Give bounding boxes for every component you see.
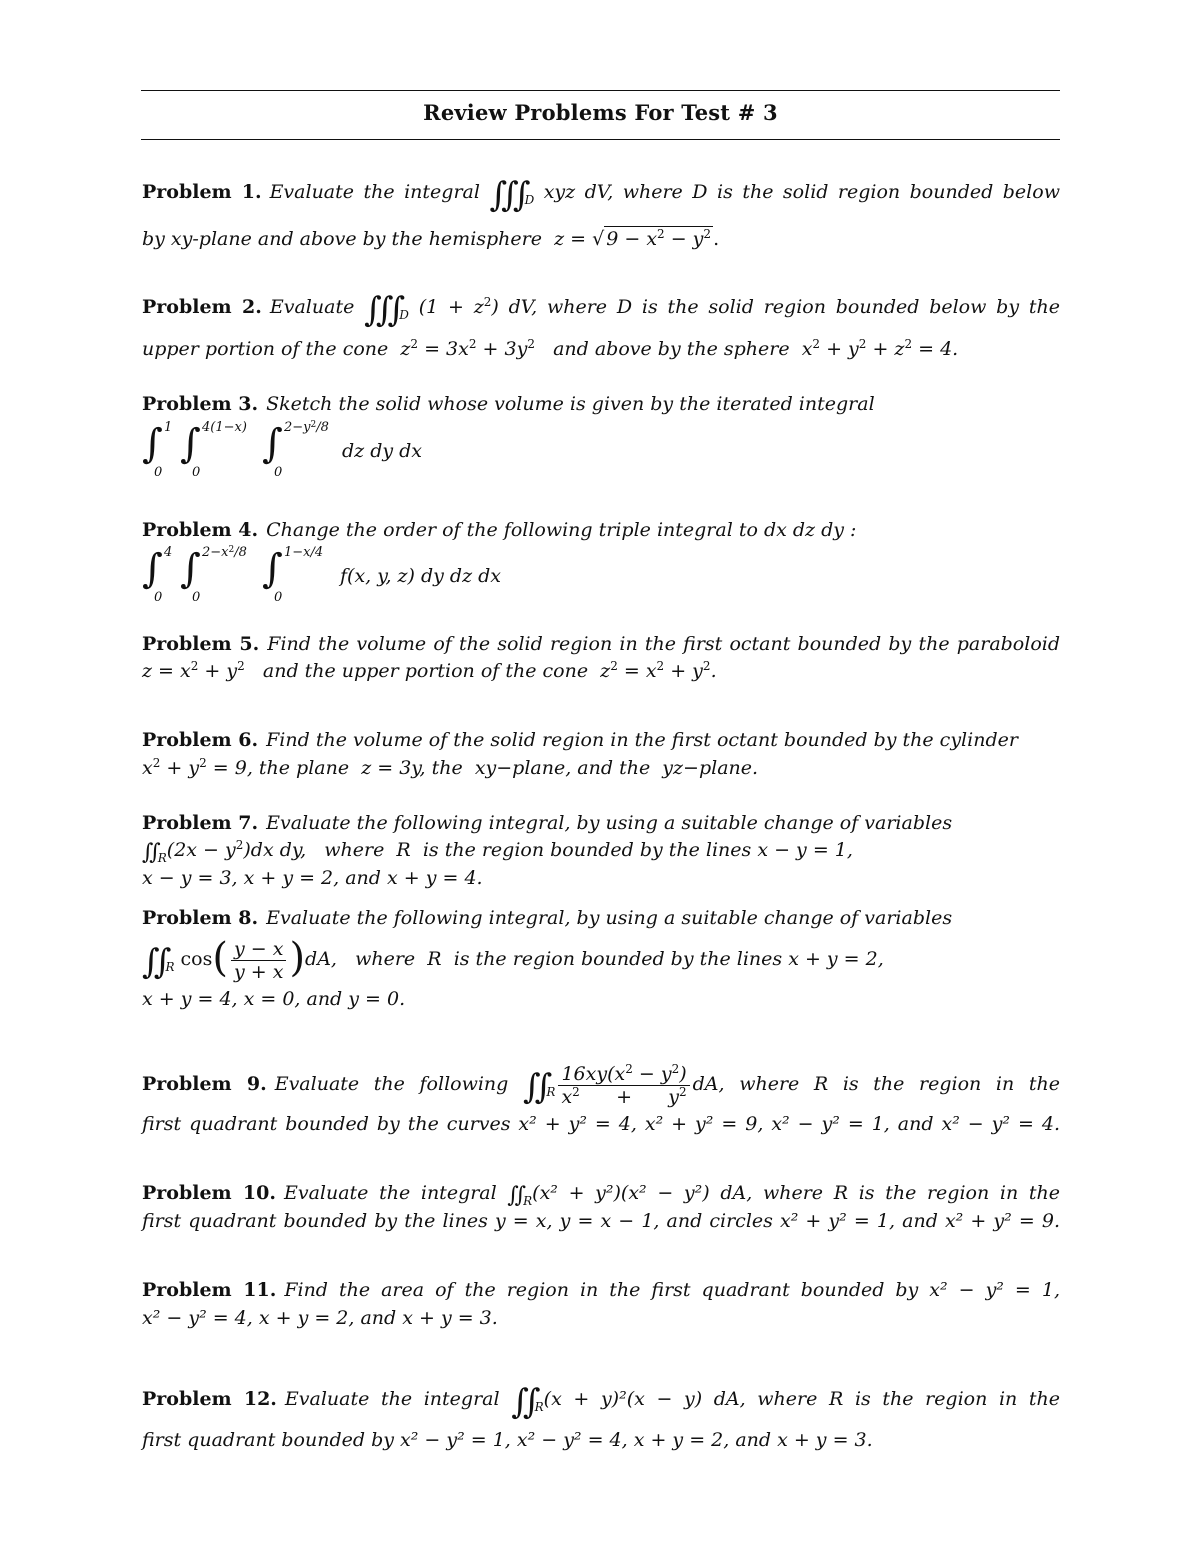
problem-7-line-1: Problem 7. Evaluate the following integral, by using a suitable change of variables xyxy=(142,812,953,834)
problem-6-line-2: $x^2 + y^2 = 9$, the plane z = 3y, the xy−plane, and the yz−plane. xyxy=(142,756,759,779)
problem-9-line-2: first quadrant bounded by the curves x² + y² = 4, x² + y² = 9, x² − y² = 1, and x² − y² = 4. xyxy=(142,1113,1060,1135)
double-integral-symbol: ∫∫ xyxy=(522,1067,547,1107)
problem-1-line-2: by xy-plane and above by the hemisphere z = √ $9 - x^2 - y^2$ . xyxy=(142,227,720,250)
sqrt-symbol: √ xyxy=(592,228,605,250)
problem-8-line-2: $\int\int_R$ cos( $\frac{y - x}{y + x}$ )dA, where R is the region bounded by the lines x + y = 2, xyxy=(142,935,884,983)
title-bottom-rule xyxy=(141,139,1060,140)
integral-symbol: ∫ xyxy=(262,546,283,592)
double-integral-symbol: ∬ xyxy=(142,840,158,865)
fraction: $\frac{y - x}{y + x}$ xyxy=(231,938,286,983)
double-integral-symbol: ∫∫ xyxy=(511,1382,535,1422)
integral-symbol: ∫ xyxy=(262,421,283,467)
top-rule xyxy=(141,90,1060,91)
triple-integral-symbol: ∫∫∫ xyxy=(364,290,400,330)
problem-7-line-2: $∬_R(2x - y^2)dx$ dy, where R is the region bounded by the lines x − y = 1, xyxy=(142,838,853,865)
problem-12-line-1: Problem 12. Evaluate the integral $\int\int_R(x + y)^2(x - y)$ dA, where R is the region in the xyxy=(142,1382,1061,1422)
problem-10-line-1: Problem 10. Evaluate the integral $∬_R(x^2 + y^2)(x^2 - y^2)$ dA, where R is the region in the xyxy=(142,1182,1060,1208)
problem-11-line-2: x² − y² = 4, x + y = 2, and x + y = 3. xyxy=(142,1307,498,1329)
integral-symbol: ∫ xyxy=(180,546,201,592)
problem-8-line-3: x + y = 4, x = 0, and y = 0. xyxy=(142,988,406,1010)
problem-3-line-1: Problem 3. Sketch the solid whose volume is given by the iterated integral xyxy=(142,393,875,415)
integral-symbol: ∫ xyxy=(142,421,163,467)
problem-11-line-1: Problem 11. Find the area of the region in the first quadrant bounded by x² − y² = 1, xyxy=(142,1279,1060,1301)
problem-7-line-3: x − y = 3, x + y = 2, and x + y = 4. xyxy=(142,867,483,889)
double-integral-symbol: ∬ xyxy=(507,1183,524,1208)
problem-5-line-2: $z = x^2 + y^2$ and the upper portion of the cone $z^2 = x^2 + y^2$. xyxy=(142,659,717,682)
problem-3-iterated-integral: ∫ 1 0 ∫ 4(1−x) 0 ∫ $2-y^2/8$ 0 dz dy dx xyxy=(142,420,423,480)
double-integral-symbol: ∫∫ xyxy=(142,942,166,982)
problem-2-line-2: upper portion of the cone $z^2 = 3x^2 + 3y^2$ and above by the sphere $x^2 + y^2 + z^2 = 4$. xyxy=(142,337,959,360)
problem-label: Problem 1. xyxy=(142,181,262,203)
triple-integral-symbol: ∫∫∫ xyxy=(489,175,525,215)
problem-6-line-1: Problem 6. Find the volume of the solid region in the first octant bounded by the cylinder xyxy=(142,729,1018,751)
problem-8-line-1: Problem 8. Evaluate the following integral, by using a suitable change of variables xyxy=(142,907,953,929)
integral-symbol: ∫ xyxy=(180,421,201,467)
problem-9-line-1: Problem 9. Evaluate the following $\int\int_R$ $\frac{16xy(x^2 - y^2)}{x^2 + y^2}$ dA, where R is the region in the xyxy=(142,1061,1060,1108)
problem-5-line-1: Problem 5. Find the volume of the solid region in the first octant bounded by the paraboloid xyxy=(142,633,1061,655)
page-title: Review Problems For Test # 3 xyxy=(423,100,778,125)
fraction: $\frac{16xy(x^2 - y^2)}{x^2 + y^2}$ xyxy=(558,1063,689,1108)
problem-2-line-1: Problem 2. Evaluate $\int\int\int_D$ $(1 + z^2)$ dV, where D is the solid region bounded below by the xyxy=(142,290,1060,330)
problem-12-line-2: first quadrant bounded by x² − y² = 1, x² − y² = 4, x + y = 2, and x + y = 3. xyxy=(142,1429,873,1451)
problem-1-line-1: Problem 1. Evaluate the integral $\int\int\int_D$ xyz dV, where D is the solid region bounded below xyxy=(142,175,1060,215)
integral-symbol: ∫ xyxy=(142,546,163,592)
problem-10-line-2: first quadrant bounded by the lines y = x, y = x − 1, and circles x² + y² = 1, and x² + y² = 9. xyxy=(142,1210,1060,1232)
problem-4-iterated-integral: ∫ 4 0 ∫ $2-x^2/8$ 0 ∫ 1−x/4 0 f(x, y, z) dy dz dx xyxy=(142,545,502,605)
problem-4-line-1: Problem 4. Change the order of the following triple integral to dx dz dy : xyxy=(142,519,857,541)
